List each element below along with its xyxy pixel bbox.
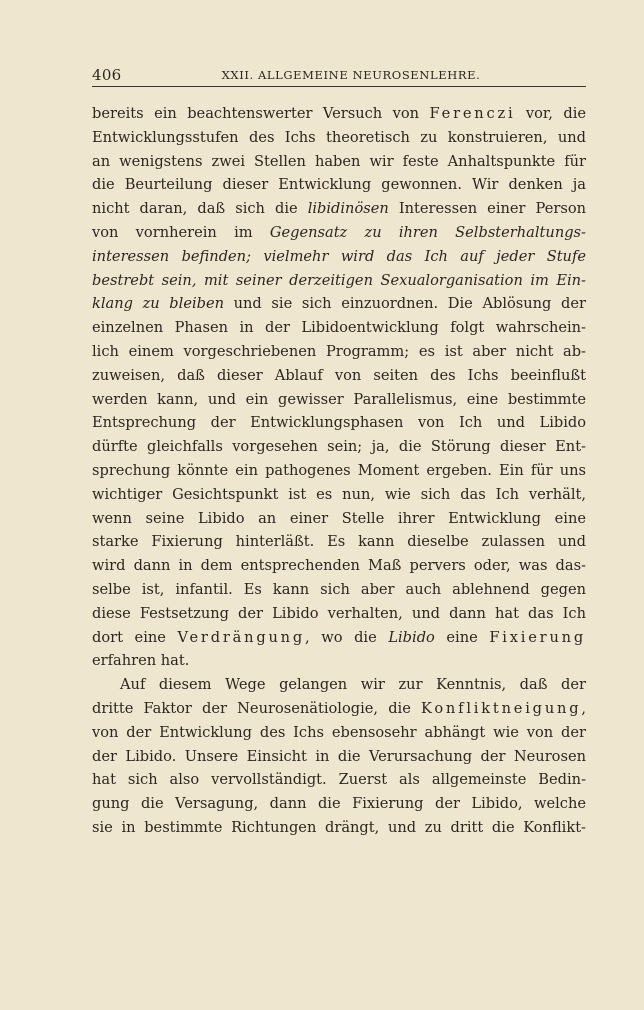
text-line	[92, 602, 586, 626]
text-segment: Interessen einer Person	[388, 200, 586, 218]
text-segment: dürfte gleichfalls vorgesehen sein; ja, die Störung dieser Ent-	[92, 438, 586, 456]
spaced-emphasis: Verdrängung	[177, 628, 305, 646]
italic-text: bestrebt sein, mit seiner derzeitigen Sexualorganisation im Ein-	[92, 271, 586, 289]
text-segment: sprechung könnte ein pathogenes Moment ergeben. Ein für uns	[92, 461, 586, 479]
text-segment: dort eine	[92, 628, 178, 646]
italic-text: Libido	[388, 628, 435, 646]
text-line	[92, 721, 586, 745]
text-segment: an wenigstens zwei Stellen haben wir feste Anhaltspunkte für	[92, 152, 586, 170]
italic-text: libidinösen	[307, 200, 389, 218]
italic-text: klang zu bleiben	[92, 295, 224, 313]
text-line	[92, 459, 586, 483]
text-line	[92, 483, 586, 507]
text-line	[92, 435, 586, 459]
text-segment: Entwicklungsstufen des Ichs theoretisch zu konstruieren, und	[92, 128, 586, 146]
text-segment: werden kann, und ein gewisser Parallelismus, eine bestimmte	[92, 390, 586, 408]
text-line	[92, 530, 586, 554]
text-segment: der Libido. Unsere Einsicht in die Verursachung der Neurosen	[92, 747, 586, 765]
text-segment: gung die Versagung, dann die Fixierung der Libido, welche	[92, 795, 586, 813]
text-segment: starke Fixierung hinterläßt. Es kann dieselbe zulassen und	[92, 533, 586, 551]
spaced-emphasis: Konfliktneigung	[421, 699, 582, 717]
text-segment: von der Entwicklung des Ichs ebensosehr abhängt wie von der	[92, 723, 586, 741]
text-line	[92, 269, 586, 293]
text-line	[92, 626, 586, 650]
text-segment: wichtiger Gesichtspunkt ist es nun, wie sich das Ich verhält,	[92, 485, 586, 503]
text-line	[92, 173, 586, 197]
text-line	[92, 745, 586, 769]
text-segment: wenn seine Libido an einer Stelle ihrer Entwicklung eine	[92, 509, 586, 527]
text-line	[92, 340, 586, 364]
text-segment: zuweisen, daß dieser Ablauf von seiten des Ichs beeinflußt	[92, 366, 586, 384]
text-segment: diese Festsetzung der Libido verhalten, und dann hat das Ich	[92, 604, 586, 622]
text-line	[92, 388, 586, 412]
italic-text: interessen befinden; vielmehr wird das Ich auf jeder Stufe	[92, 247, 586, 265]
text-line	[92, 221, 586, 245]
text-segment: erfahren hat.	[92, 652, 190, 670]
text-line	[92, 245, 586, 269]
italic-text: Gegensatz zu ihren Selbsterhaltungs-	[269, 223, 586, 241]
text-segment: nicht daran, daß sich die	[92, 200, 308, 218]
text-segment: von vornherein im	[92, 223, 270, 241]
text-segment: hat sich also vervollständigt. Zuerst als allgemeinste Bedin-	[92, 771, 586, 789]
text-line	[92, 102, 586, 126]
text-segment: wird dann in dem entsprechenden Maß pervers oder, was das-	[92, 557, 586, 575]
spaced-emphasis: Fixierung	[489, 628, 586, 646]
text-segment: lich einem vorgeschriebenen Programm; es ist aber nicht ab-	[92, 342, 586, 360]
text-line	[92, 507, 586, 531]
text-segment: sie in bestimmte Richtungen drängt, und zu dritt die Konflikt-	[92, 818, 586, 836]
page-header	[92, 66, 586, 87]
text-line	[92, 554, 586, 578]
text-segment: , wo die	[305, 628, 389, 646]
text-segment: eine	[434, 628, 490, 646]
text-segment: einzelnen Phasen in der Libidoentwicklung folgt wahrschein-	[92, 319, 586, 337]
text-segment: dritte Faktor der Neurosenätiologie, die	[92, 699, 422, 717]
spaced-emphasis: Ferenczi	[429, 105, 516, 122]
text-line	[92, 768, 586, 792]
text-segment: selbe ist, infantil. Es kann sich aber auch ablehnend gegen	[92, 580, 586, 598]
text-line	[92, 316, 586, 340]
page-number: 406	[92, 66, 122, 84]
text-line	[92, 364, 586, 388]
text-line	[92, 578, 586, 602]
body-text	[92, 102, 586, 840]
running-head: XXII. ALLGEMEINE NEUROSENLEHRE.	[221, 68, 481, 82]
text-segment: Entsprechung der Entwicklungsphasen von Ich und Libido	[92, 414, 586, 432]
text-line	[92, 292, 586, 316]
text-line	[92, 649, 586, 673]
text-line	[92, 150, 586, 174]
text-line	[92, 816, 586, 840]
text-segment: die Beurteilung dieser Entwicklung gewonnen. Wir denken ja	[92, 176, 586, 194]
text-line	[92, 126, 586, 150]
text-segment: ,	[581, 699, 586, 717]
text-segment: vor, die	[515, 105, 586, 122]
text-line	[92, 697, 586, 721]
text-line	[92, 673, 586, 697]
text-line	[92, 197, 586, 221]
text-segment: und sie sich einzuordnen. Die Ablösung der	[224, 295, 586, 313]
text-segment: bereits ein beachtenswerter Versuch von	[92, 105, 430, 122]
text-line	[92, 792, 586, 816]
text-segment: Auf diesem Wege gelangen wir zur Kenntnis, daß der	[120, 676, 586, 694]
text-line	[92, 411, 586, 435]
